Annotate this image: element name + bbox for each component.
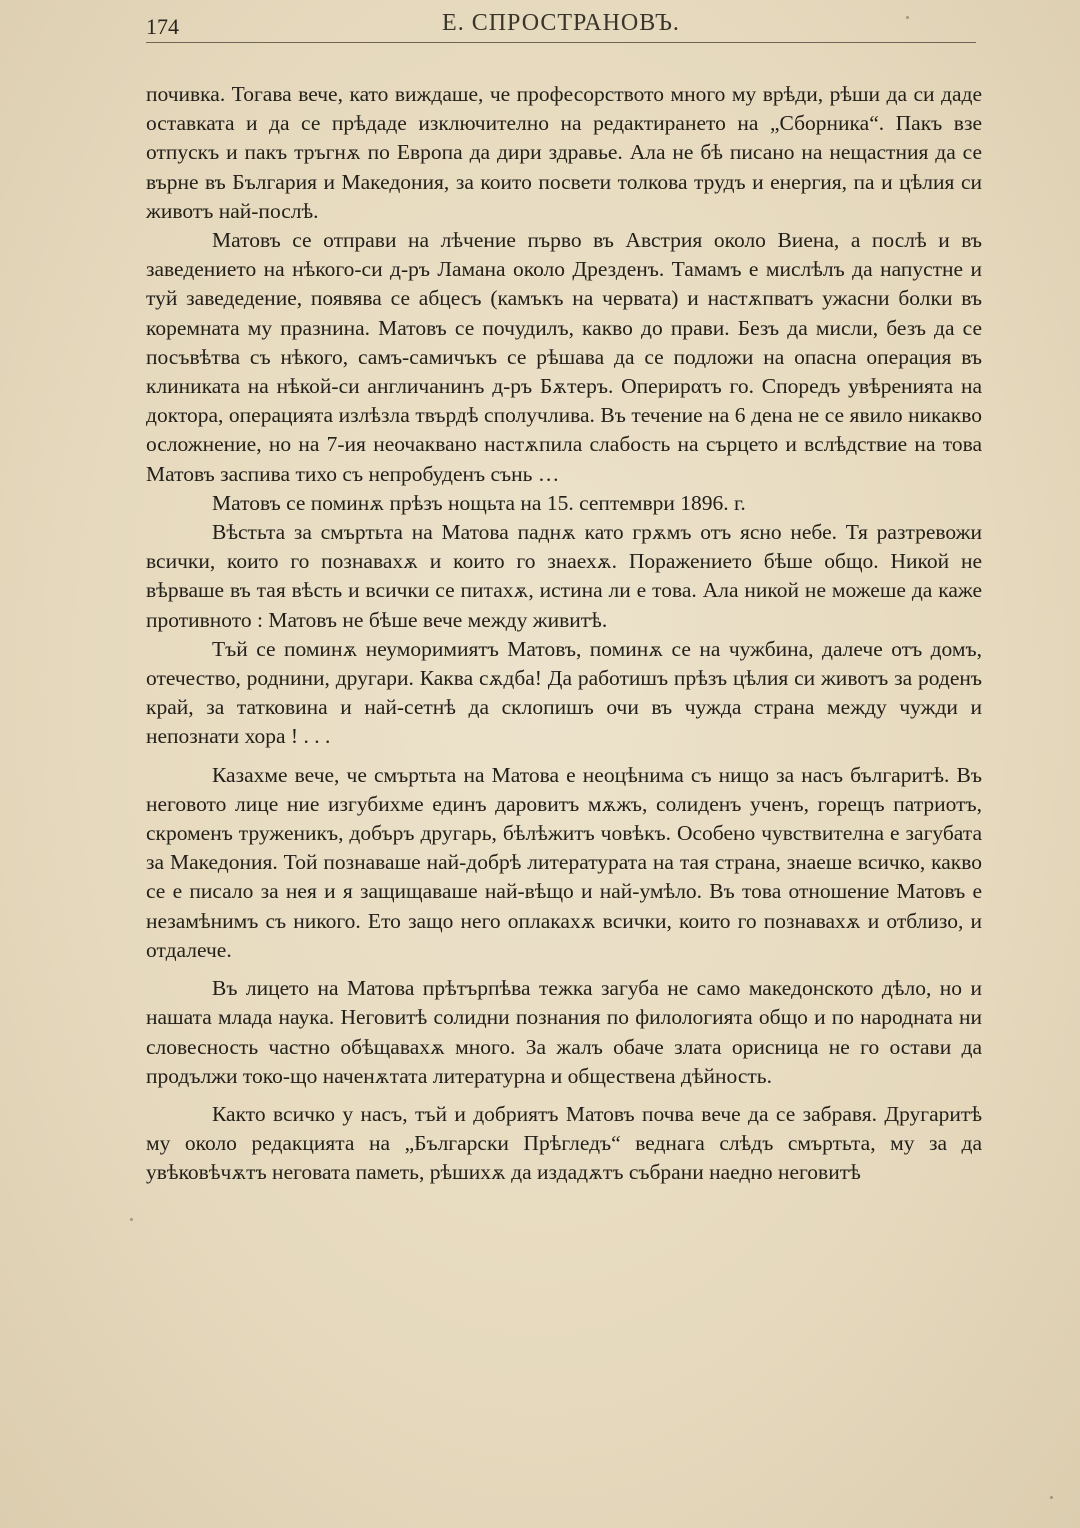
paper-speck <box>906 16 909 19</box>
paragraph: Матовъ се поминѫ прѣзъ нощьта на 15. септември 1896. г. <box>212 490 746 515</box>
paragraph: Матовъ се отправи на лѣчение първо въ Австрия около Виена, а послѣ и въ заведението на нѣкого-си д-ръ Ламана около Дрезденъ. Тамамъ е мислѣлъ да напустне и туй заведедение, появява се абцесъ (камъкъ на червата) и настѫпватъ ужасни болки въ коремната му празнина. Матовъ се почудилъ, какво до прави. Безъ да мисли, безъ да се посъвѣтва съ нѣкого, самъ-самичъкъ се рѣшава да се подложи на опасна операция въ клиниката на нѣкой-си англичанинъ д-ръ Бѫтеръ. Оперирατъ го. Споредъ увѣренията на доктора, операцията излѣзла твърдѣ сполучлива. Въ течение на 6 дена не се явило никакво осложнение, но на 7-ия неочаквано настѫпила слабость на сърцето и вслѣдствие на това Матовъ заспива тихо съ непробуденъ сънь … <box>146 228 982 486</box>
page-header <box>146 6 976 40</box>
paragraph: Тъй се поминѫ неуморимиятъ Матовъ, поминѫ се на чужбина, далече отъ домъ, отечество, роднини, другари. Каква сѫдба! Да работишъ прѣзъ цѣлия си животъ за роденъ край, за татковина и най-сетнѣ да склопишъ очи въ чужда страна между чужди и непознати хора ! . . . <box>146 636 982 749</box>
paragraph: Както всичко у насъ, тъй и добриятъ Матовъ почва вече да се забравя. Другаритѣ му около редакцията на „Български Прѣгледъ“ веднага слѣдъ смъртьта, му за да увѣковѣчѫтъ неговата паметь, рѣшихѫ да издадѫтъ събрани наедно неговитѣ <box>146 1101 982 1185</box>
header-rule <box>146 42 976 43</box>
paper-speck <box>130 1218 133 1221</box>
paragraph: почивка. Тогава вече, като виждаше, че професорството много му врѣди, рѣши да си даде оставката и да се прѣдаде изключително на редактирането на „Сборника“. Пакъ взе отпускъ и пакъ тръгнѫ по Европа да дири здравье. Ала не бѣ писано на нещастния да се върне въ България и Македония, за които посвети толкова трудъ и енергия, па и цѣлия си животъ най-послѣ. <box>146 82 982 223</box>
paragraph: Въ лицето на Матова прѣтърпѣва тежка загуба не само македонското дѣло, но и нашата млада наука. Неговитѣ солидни познания по филологията общо и по народната ни словесность частно обѣщавахѫ много. За жалъ обаче злата орисница не го остави да продължи токо-що наченѫтата литературна и обществена дѣйность. <box>146 976 982 1088</box>
paragraph: Казахме вече, че смъртьта на Матова е неоцѣнима съ нищо за насъ българитѣ. Въ неговото лице ние изгубихме единъ даровитъ мѫжъ, солиденъ ученъ, горещъ патриотъ, скроменъ труженикъ, добъръ другарь, бѣлѣжитъ човѣкъ. Особено чувствителна е загубата за Македония. Той познаваше най-добрѣ литературата на тая страна, знаеше всичко, какво се е писало за нея и я защищаваше най-вѣщо и най-умѣло. Въ това отношение Матовъ е незамѣнимъ съ никого. Ето защо него оплакахѫ всички, които го познавахѫ и отблизо, и отдалече. <box>146 762 982 962</box>
paper-speck <box>1050 1496 1053 1499</box>
page-number: 174 <box>146 14 179 39</box>
running-head: Е. СПРОСТРАНОВЪ. <box>442 10 680 36</box>
body-text <box>146 80 982 1188</box>
paragraph: Вѣстьта за смъртьта на Матова паднѫ като грѫмъ отъ ясно небе. Тя разтревожи всички, които го познавахѫ и които го знаехѫ. Поражението бѣше общо. Никой не вѣрваше въ тая вѣсть и всички се питахѫ, истина ли е това. Ала никой не можеше да каже противното : Матовъ не бѣше вече между живитѣ. <box>146 520 982 632</box>
